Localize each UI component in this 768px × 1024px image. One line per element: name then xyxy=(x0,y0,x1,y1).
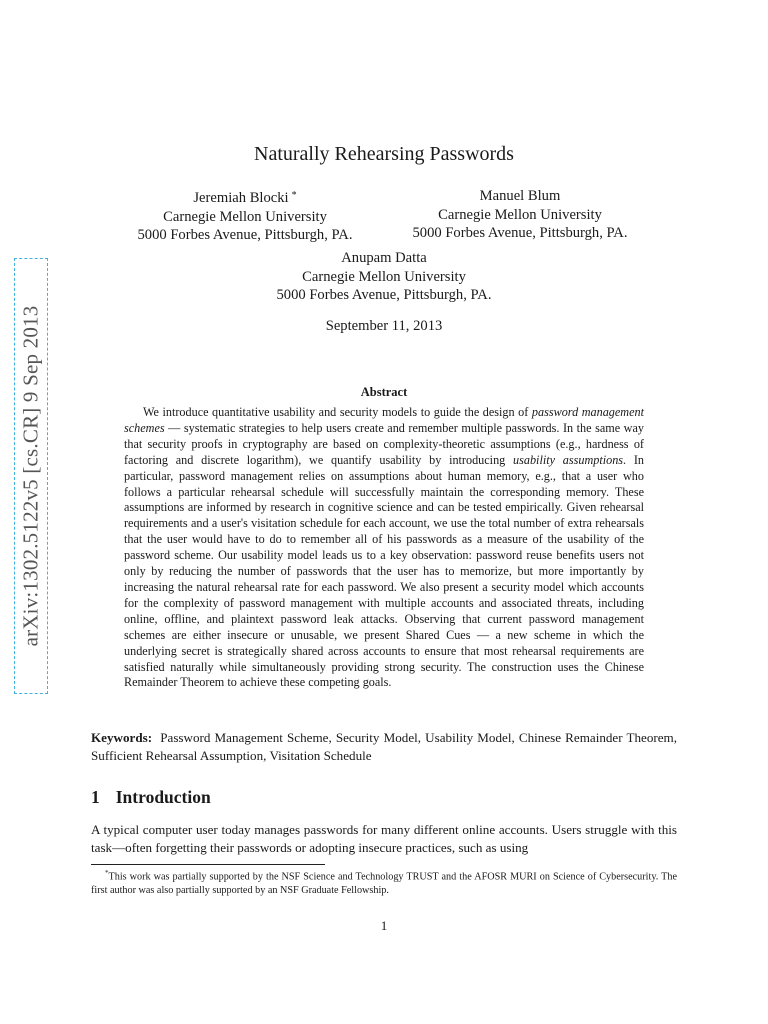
author-affiliation: Carnegie Mellon University xyxy=(302,268,466,285)
arxiv-identifier: arXiv:1302.5122v5 [cs.CR] 9 Sep 2013 xyxy=(18,305,43,647)
footnote xyxy=(91,867,677,897)
abstract-part-3: . In particular, password management relies on assumptions about human memory, e.g., that a user who follows a particular rehearsal schedule will successfully maintain the corresponding memory. These assumptions are informed by research in cognitive science and can be tested empirically. Given rehearsal requirements and a user's visitation schedule for each account, we use the total number of extra rehearsals that the user would have to do to remember all of his passwords as a measure of the usability of the password scheme. Our usability model leads us to a key observation: password reuse benefits users not only by reducing the number of passwords that the user has to memorize, but more importantly by increasing the natural rehearsal rate for each password. We also present a security model which accounts for the complexity of password management with multiple accounts and associated threats, including online, offline, and plaintext password leak attacks. Observing that current password management schemes are either insecure or unusable, we present Shared Cues — a new scheme in which the underlying secret is strategically shared across accounts to ensure that most rehearsal requirements are satisfied naturally while simultaneously providing strong security. The construction uses the Chinese Remainder Theorem to achieve these competing goals. xyxy=(124,452,645,690)
footnote-text: This work was partially supported by the NSF Science and Technology TRUST and the AFOSR MURI on Science of Cybersecurity. The first author was also partially supported by an NSF Graduate Fellowship. xyxy=(91,871,677,896)
keywords-label: Keywords: xyxy=(91,730,153,745)
author-affiliation: Carnegie Mellon University xyxy=(438,206,602,223)
author-address: 5000 Forbes Avenue, Pittsburgh, PA. xyxy=(137,227,353,243)
author-name: Anupam Datta xyxy=(341,250,427,266)
abstract-part-2: — systematic strategies to help users create and remember multiple passwords. In the same way that security proofs in cryptography are based on complexity-theoretic assumptions (e.g., hardness of factoring and discrete logarithm), we quantify usability by introducing xyxy=(124,420,644,467)
author-address: 5000 Forbes Avenue, Pittsburgh, PA. xyxy=(412,225,628,241)
abstract-emphasis-2: usability assumptions xyxy=(513,452,624,467)
author-block-1 xyxy=(120,187,370,245)
paper-title: Naturally Rehearsing Passwords xyxy=(254,143,514,165)
section-number: 1 xyxy=(91,787,100,807)
footnote-rule xyxy=(91,864,325,865)
page-number: 1 xyxy=(380,918,388,933)
author-name: Jeremiah Blocki xyxy=(193,190,289,206)
author-name: Manuel Blum xyxy=(479,188,561,204)
abstract-heading: Abstract xyxy=(360,385,408,399)
author-affiliation: Carnegie Mellon University xyxy=(163,208,327,225)
paper-date: September 11, 2013 xyxy=(325,318,443,334)
keywords-text: Password Management Scheme, Security Model, Usability Model, Chinese Remainder Theorem, Sufficient Rehearsal Assumption, Visitation Schedule xyxy=(91,730,678,763)
footnote-mark: * xyxy=(105,869,109,877)
intro-paragraph: A typical computer user today manages passwords for many different online accounts. Users struggle with this task—often forgetting their passwords or adopting insecure practices, such as using xyxy=(91,822,677,855)
author-footnote-mark: * xyxy=(291,190,297,201)
section-title: Introduction xyxy=(115,787,211,807)
section-heading xyxy=(91,787,211,808)
abstract-emphasis-1: password management schemes xyxy=(124,405,644,435)
author-address: 5000 Forbes Avenue, Pittsburgh, PA. xyxy=(276,287,492,303)
author-block-2 xyxy=(395,187,645,243)
abstract-text xyxy=(124,405,644,691)
author-block-3 xyxy=(259,249,509,305)
keywords-paragraph xyxy=(91,729,677,765)
abstract-part-1: We introduce quantitative usability and security models to guide the design of xyxy=(143,405,532,419)
